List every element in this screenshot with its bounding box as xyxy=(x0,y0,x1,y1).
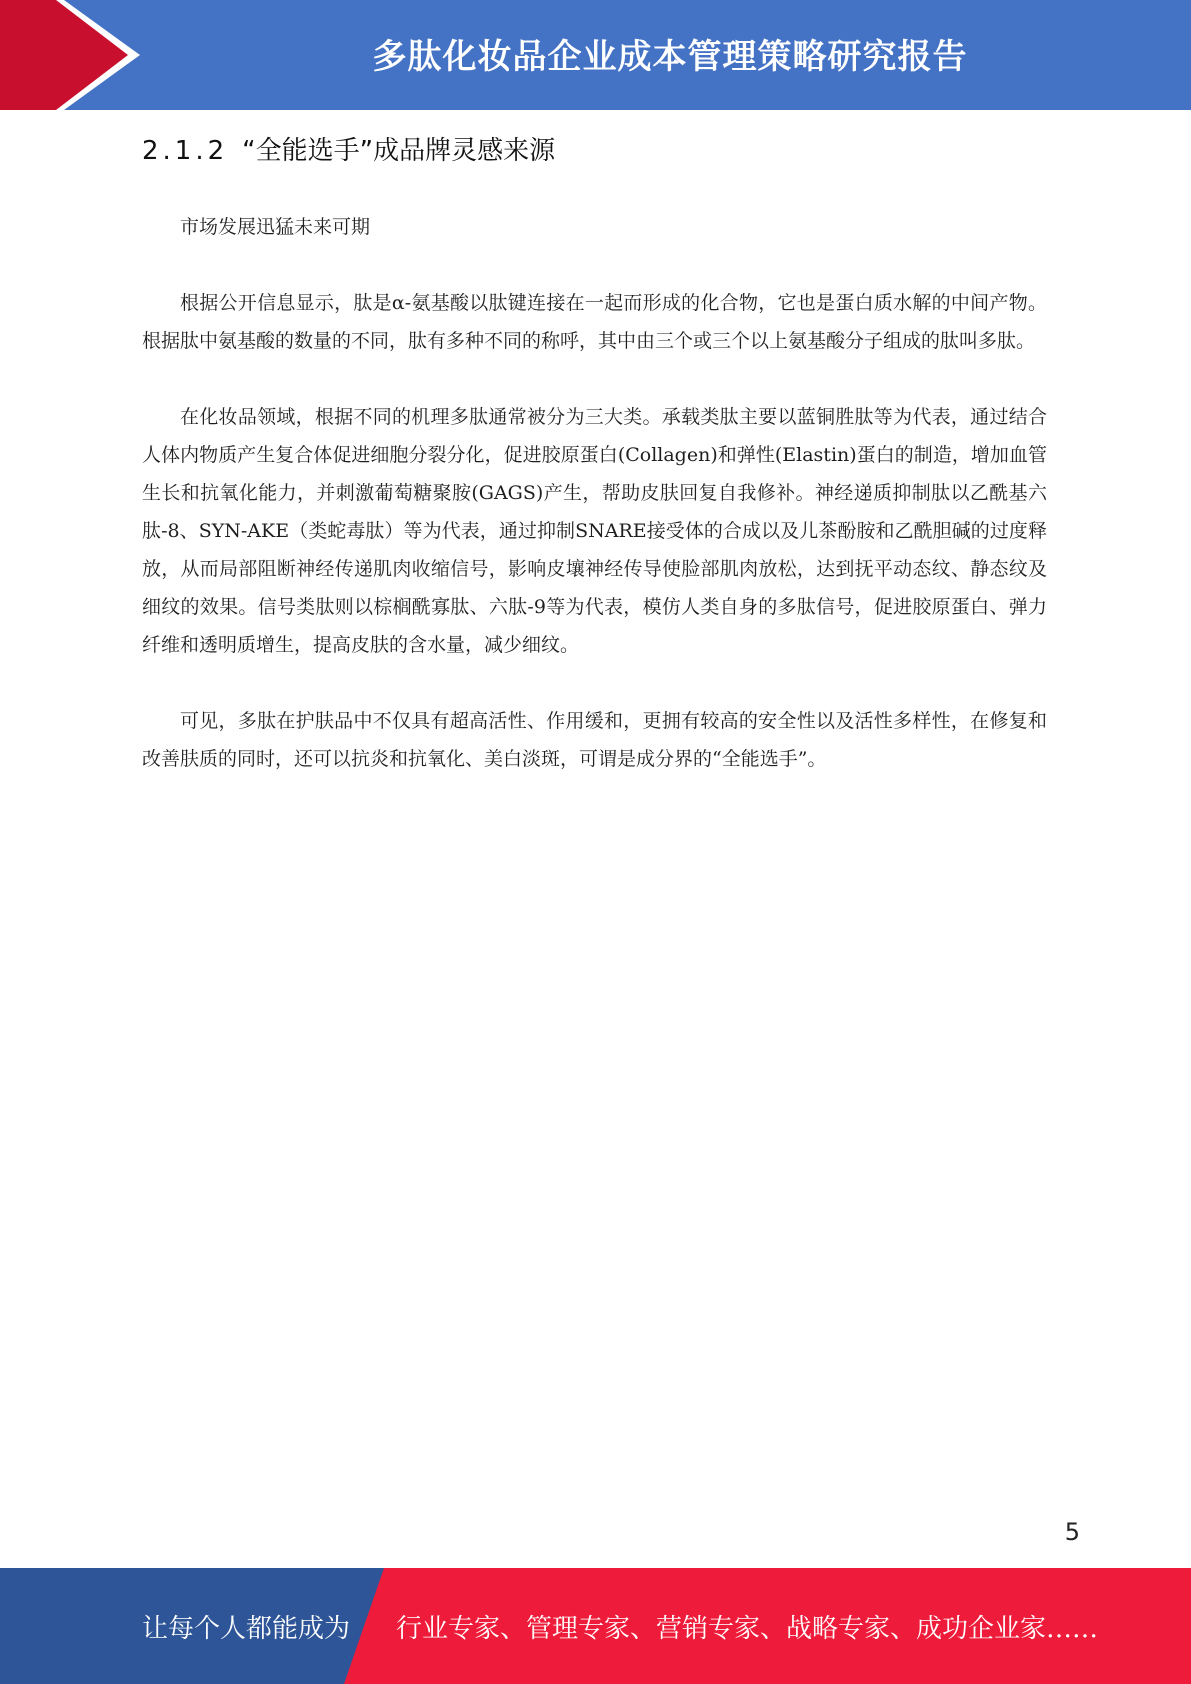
paragraph: 根据公开信息显示，肽是α-氨基酸以肽键连接在一起而形成的化合物，它也是蛋白质水解的中间产物。根据肽中氨基酸的数量的不同，肽有多种不同的称呼，其中由三个或三个以上氨基酸分子组成的肽叫多肽。 xyxy=(142,292,1047,352)
page-number: 5 xyxy=(1064,1518,1080,1546)
section-title: “全能选手”成品牌灵感来源 xyxy=(242,136,556,166)
section-number: 2.1.2 xyxy=(142,136,229,166)
document-title: 多肽化妆品企业成本管理策略研究报告 xyxy=(372,36,968,77)
footer-slogan-right: 行业专家、管理专家、营销专家、战略专家、成功企业家…… xyxy=(396,1613,1099,1644)
footer-slogan-left: 让每个人都能成为 xyxy=(142,1613,351,1644)
section-heading xyxy=(142,130,1042,167)
paragraph: 在化妆品领域，根据不同的机理多肽通常被分为三大类。承载类肽主要以蓝铜胜肽等为代表，通过结合人体内物质产生复合体促进细胞分裂分化，促进胶原蛋白(Collagen)和弹性(Elastin)蛋白的制造，增加血管生长和抗氧化能力，并刺激葡萄糖聚胺(GAGS)产生，帮助皮肤回复自我修补。神经递质抑制肽以乙酰基六肽-8、SYN-AKE（类蛇毒肽）等为代表，通过抑制SNARE接受体的合成以及儿茶酚胺和乙酰胆碱的过度释放，从而局部阻断神经传递肌肉收缩信号，影响皮壤神经传导使脸部肌肉放松，达到抚平动态纹、静态纹及细纹的效果。信号类肽则以棕榈酰寡肽、六肽-9等为代表，模仿人类自身的多肽信号，促进胶原蛋白、弹力纤维和透明质增生，提高皮肤的含水量，减少细纹。 xyxy=(142,406,1047,656)
paragraph: 市场发展迅猛未来可期 xyxy=(180,216,371,238)
paragraph: 可见，多肽在护肤品中不仅具有超高活性、作用缓和，更拥有较高的安全性以及活性多样性，在修复和改善肤质的同时，还可以抗炎和抗氧化、美白淡斑，可谓是成分界的“全能选手”。 xyxy=(142,710,1047,770)
body-content xyxy=(142,208,1047,816)
